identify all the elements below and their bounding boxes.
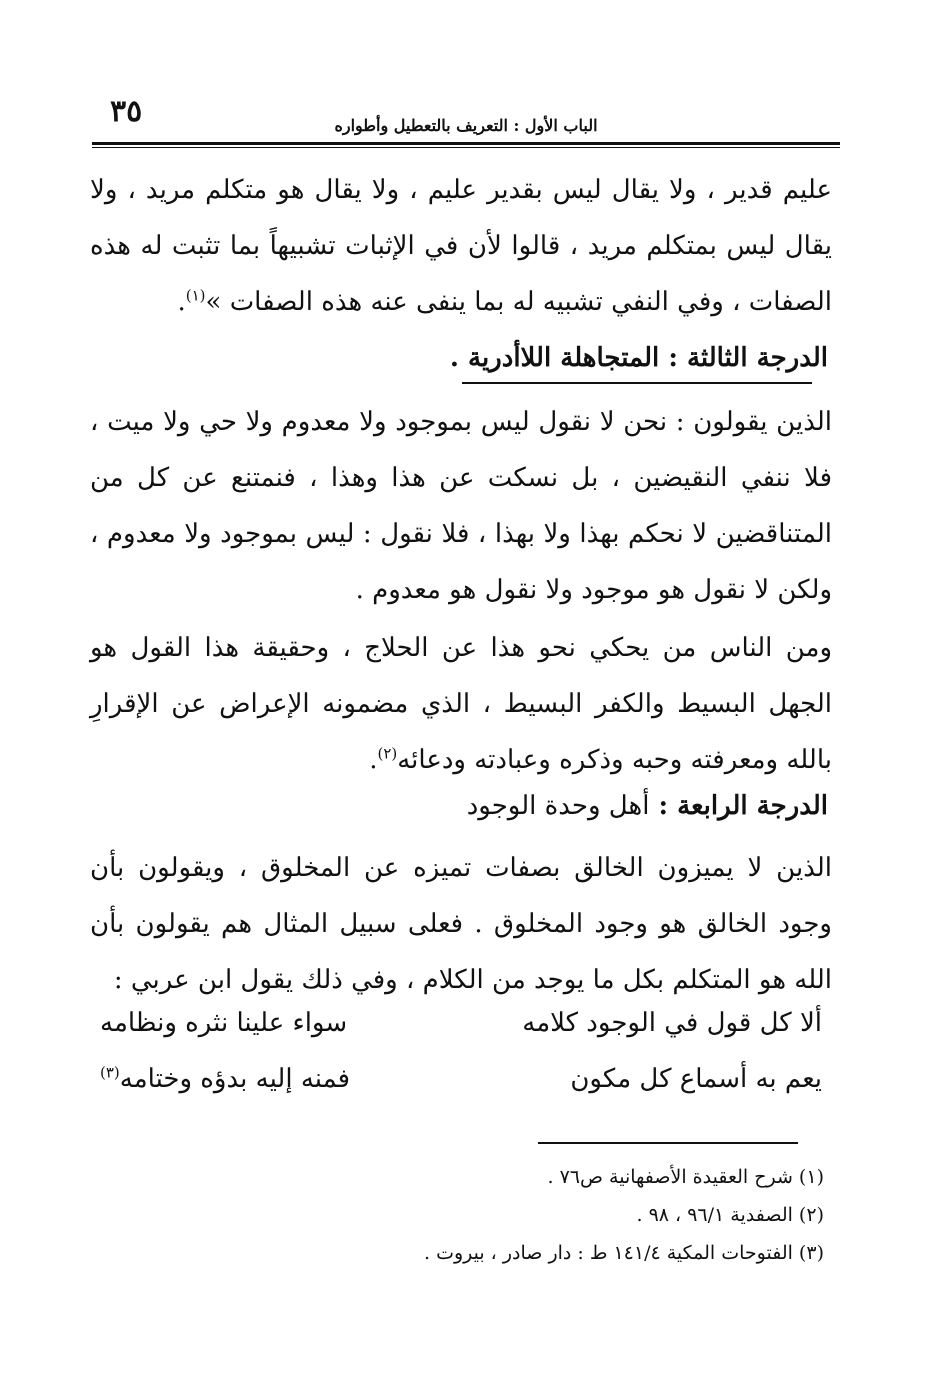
footnote-ref-2: (٢) bbox=[377, 744, 398, 763]
header-rule-thin bbox=[92, 147, 840, 148]
verse-1 bbox=[100, 1008, 822, 1064]
poem bbox=[100, 1008, 822, 1128]
heading-fourth-degree bbox=[467, 782, 828, 830]
verse-2 bbox=[100, 1064, 822, 1120]
paragraph-1-end: . bbox=[177, 287, 186, 317]
paragraph-1 bbox=[90, 162, 832, 330]
heading-third-degree-label: الدرجة الثالثة : bbox=[668, 343, 828, 373]
paragraph-3-end: . bbox=[369, 745, 378, 775]
heading-fourth-degree-name: أهل وحدة الوجود bbox=[466, 791, 650, 821]
paragraph-3-text: ومن الناس من يحكي نحو هذا عن الحلاج ، وحقيقة هذا القول هو الجهل البسيط والكفر البسيط ، الذي مضمونه الإعراض عن الإقرارِ بالله ومعرفته وحبه وذكره وعبادته ودعائه bbox=[90, 633, 832, 775]
paragraph-3 bbox=[90, 620, 832, 788]
footnote-separator bbox=[538, 1142, 798, 1144]
paragraph-1-text: عليم قدير ، ولا يقال ليس بقدير عليم ، ولا يقال هو متكلم مريد ، ولا يقال ليس بمتكلم مريد ، قالوا لأن في الإثبات تشبيهاً بما تثبت له هذه الصفات ، وفي النفي تشبيه له بما ينفى عنه هذه الصفات » bbox=[90, 175, 832, 317]
footnote-ref-1: (١) bbox=[185, 286, 206, 305]
running-title: الباب الأول : التعريف بالتعطيل وأطواره bbox=[334, 116, 598, 135]
paragraph-4: الذين لا يميزون الخالق بصفات تميزه عن المخلوق ، ويقولون بأن وجود الخالق هو وجود المخلوق . فعلى سبيل المثال هم يقولون بأن الله هو المتكلم بكل ما يوجد من الكلام ، وفي ذلك يقول ابن عربي : bbox=[90, 853, 832, 995]
footnote-ref-3: (٣) bbox=[100, 1063, 120, 1082]
verse-1-first-hemistich: ألا كل قول في الوجود كلامه bbox=[522, 1008, 822, 1038]
verse-2-first-hemistich: يعم به أسماع كل مكون bbox=[570, 1064, 822, 1094]
heading-underline bbox=[462, 382, 812, 384]
verse-2-second-hemistich-text: فمنه إليه بدؤه وختامه bbox=[119, 1064, 351, 1094]
heading-third-degree-name: المتجاهلة اللاأدرية . bbox=[449, 343, 660, 373]
heading-third-degree bbox=[450, 334, 828, 382]
heading-fourth-degree-label: الدرجة الرابعة : bbox=[658, 791, 828, 821]
header-rule bbox=[92, 142, 840, 145]
page-number: ٣٥ bbox=[110, 94, 143, 129]
page-header bbox=[92, 86, 840, 146]
footnote-1: (١) شرح العقيدة الأصفهانية ص٧٦ . bbox=[547, 1166, 824, 1188]
footnote-2: (٢) الصفدية ٩٦/١ ، ٩٨ . bbox=[636, 1204, 824, 1226]
footnotes bbox=[92, 1158, 824, 1272]
paragraph-2: الذين يقولون : نحن لا نقول ليس بموجود ولا معدوم ولا حي ولا ميت ، فلا ننفي النقيضين ، بل نسكت عن هذا وهذا ، فنمتنع عن كل من المتناقضين لا نحكم بهذا ولا بهذا ، فلا نقول : ليس بموجود ولا معدوم ، ولكن لا نقول هو موجود ولا نقول هو معدوم . bbox=[90, 407, 832, 605]
footnote-3: (٣) الفتوحات المكية ١٤١/٤ ط : دار صادر ، بيروت . bbox=[424, 1242, 824, 1264]
verse-1-second-hemistich: سواء علينا نثره ونظامه bbox=[100, 1008, 348, 1038]
verse-2-second-hemistich bbox=[100, 1064, 350, 1094]
